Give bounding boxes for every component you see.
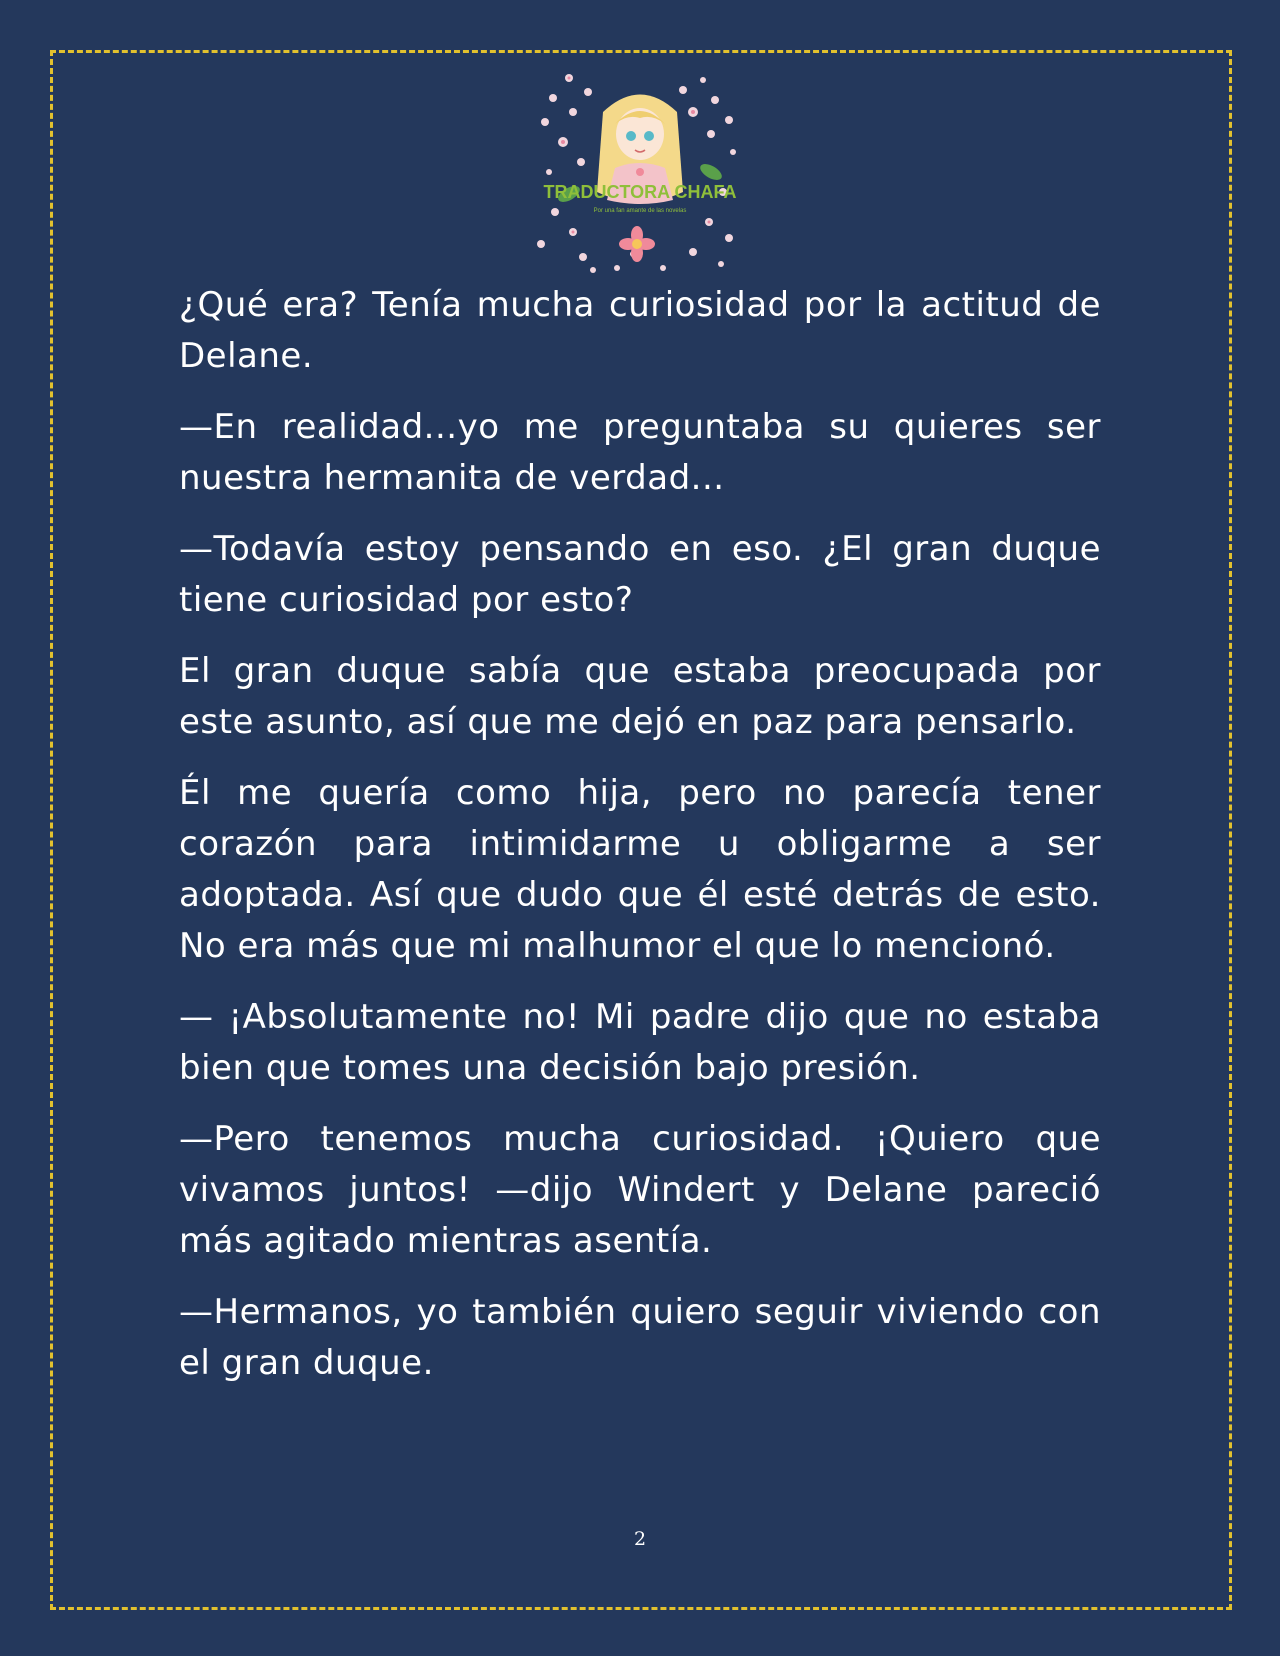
paragraph: — ¡Absolutamente no! Mi padre dijo que no estaba bien que tomes una decisión bajo presión. [179, 997, 1101, 1088]
logo-title: TRADUCTORA CHAFA [543, 182, 737, 202]
logo-tagline: Por una fan amante de las novelas [593, 208, 687, 214]
paragraph: —En realidad...yo me preguntaba su quieres ser nuestra hermanita de verdad... [179, 407, 1101, 498]
translator-logo [533, 72, 747, 276]
page-number: 2 [633, 1528, 647, 1550]
text-body [179, 280, 1101, 1409]
paragraph: —Hermanos, yo también quiero seguir viviendo con el gran duque. [179, 1292, 1101, 1383]
paragraph: —Pero tenemos mucha curiosidad. ¡Quiero que vivamos juntos! —dijo Windert y Delane pareció más agitado mientras asentía. [179, 1119, 1101, 1261]
pink-flower [619, 226, 655, 262]
paragraph: Él me quería como hija, pero no parecía tener corazón para intimidarme u obligarme a ser adoptada. Así que dudo que él esté detrás de esto. No era más que mi malhumor el que lo mencionó. [179, 773, 1101, 966]
paragraph: —Todavía estoy pensando en eso. ¿El gran duque tiene curiosidad por esto? [179, 529, 1101, 620]
paragraph: ¿Qué era? Tenía mucha curiosidad por la actitud de Delane. [179, 285, 1101, 376]
paragraph: El gran duque sabía que estaba preocupada por este asunto, así que me dejó en paz para pensarlo. [179, 651, 1101, 742]
